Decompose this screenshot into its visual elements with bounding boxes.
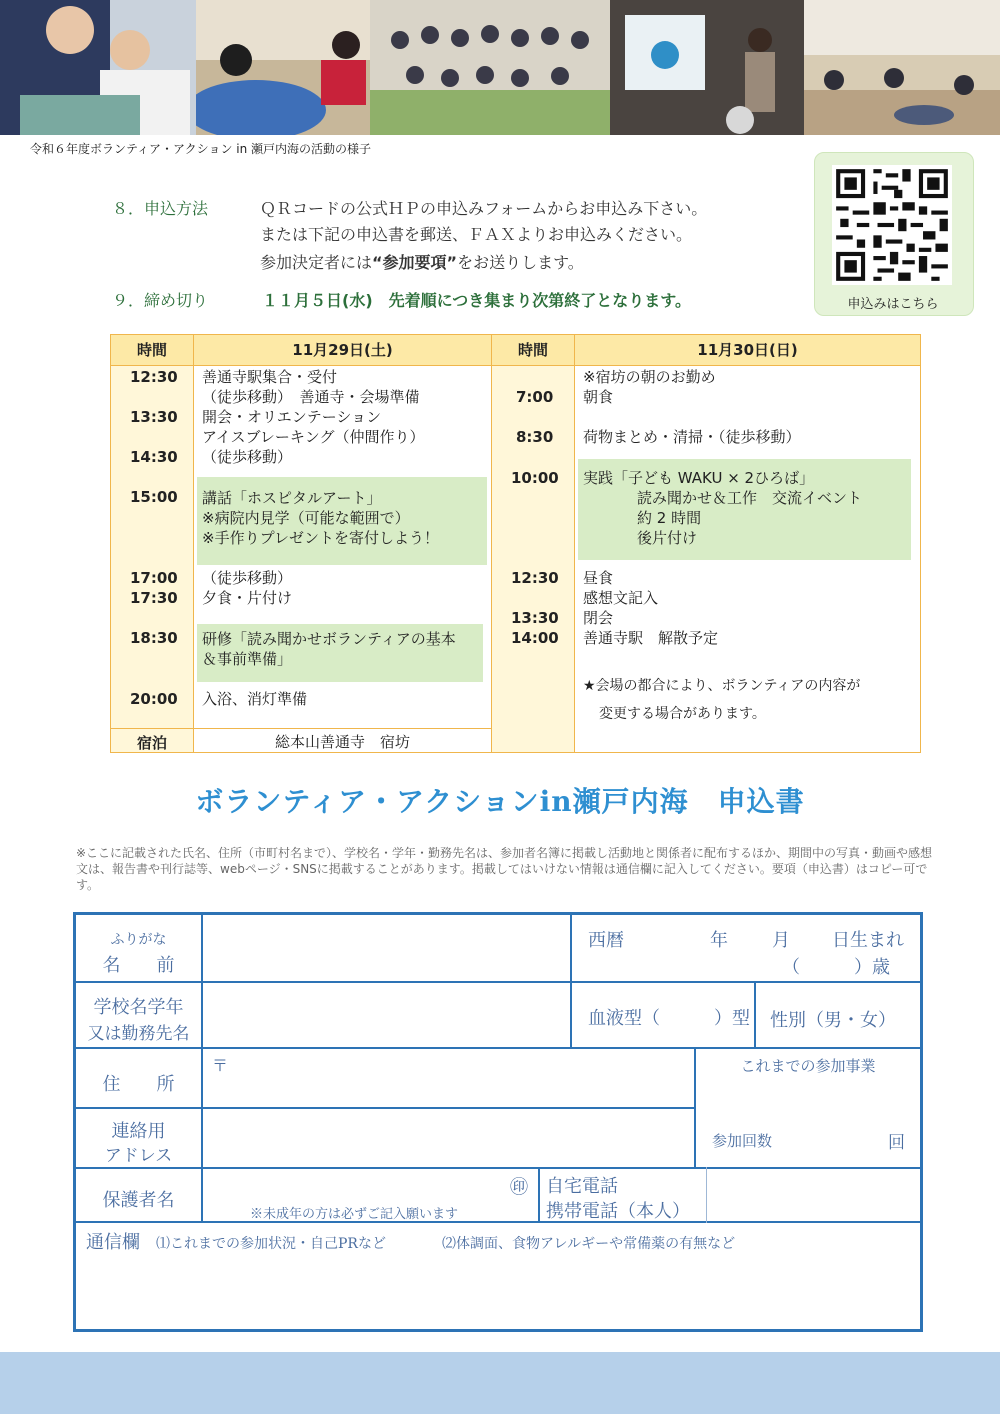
- photo-hall-image: [804, 0, 1000, 135]
- privacy-note: ※ここに記載された氏名、住所（市町村名まで）、学校名・学年・勤務先名は、参加者名簿に掲載し活動地と関係者に配布するほか、期間中の写真・動画や感想文は、報告書や刊行誌等、webページ・SNSに掲載することがあります。掲載してはいけない情報は通信欄に記入してください。要項（申込書）はコピー可です。: [76, 846, 933, 892]
- photo-hall: [804, 0, 1000, 135]
- header-day-1: 11月29日(土): [194, 335, 491, 366]
- day2-item: 読み聞かせ＆工作 交流イベント: [637, 489, 863, 507]
- photo-craft-image: [0, 0, 196, 135]
- furigana-label: ふりがな: [110, 932, 167, 948]
- remarks-hint-2: ⑵体調面、食物アレルギーや常備薬の有無など: [442, 1236, 736, 1252]
- day1-time: 13:30: [130, 408, 178, 426]
- guardian-label: 保護者名: [102, 1190, 175, 1211]
- day2-time: 13:30: [511, 609, 559, 627]
- day2-time-column: [492, 366, 574, 752]
- method-line-3: [260, 250, 584, 273]
- day1-time: 14:30: [130, 448, 178, 466]
- day2-time: 14:00: [511, 629, 559, 647]
- day2-time: 10:00: [511, 469, 559, 487]
- photo-caption: 令和６年度ボランティア・アクション in 瀬戸内海の活動の様子: [30, 142, 372, 156]
- day2-time: 8:30: [516, 428, 554, 446]
- stay-label: 宿泊: [136, 734, 167, 752]
- day2-time: 7:00: [516, 388, 554, 406]
- qr-label: 申込みはこちら: [847, 297, 939, 312]
- day1-item: 夕食・片付け: [202, 589, 293, 607]
- school-label-1: 学校名学年: [93, 997, 184, 1018]
- remarks-input[interactable]: [76, 1255, 920, 1329]
- birth-year: 年: [710, 930, 728, 951]
- form-line: [570, 915, 572, 1048]
- day1-item: （徒歩移動）: [202, 569, 293, 587]
- day2-item: 朝食: [583, 388, 614, 406]
- photo-group: [370, 0, 610, 135]
- day2-time: 12:30: [511, 569, 559, 587]
- day1-item: 研修「読み聞かせボランティアの基本: [202, 630, 456, 648]
- address-label: 住 所: [102, 1074, 175, 1095]
- day2-item: 善通寺駅 解散予定: [583, 629, 719, 647]
- remarks-hint-1: ⑴これまでの参加状況・自己PRなど: [156, 1236, 386, 1252]
- stay-divider: [111, 728, 491, 729]
- day2-item: 昼食: [583, 569, 614, 587]
- method-line-3a: 参加決定者には: [260, 253, 373, 272]
- seal-mark: ㊞: [510, 1177, 528, 1198]
- method-line-3c: をお送りします。: [457, 253, 584, 272]
- home-phone-label: 自宅電話: [546, 1176, 618, 1197]
- photo-presentation-image: [610, 0, 804, 135]
- day1-item: （徒歩移動）: [202, 448, 293, 466]
- day1-item: 講話「ホスピタルアート」: [202, 489, 382, 507]
- day1-item: 入浴、消灯準備: [202, 690, 308, 708]
- contact-label-1: 連絡用: [111, 1121, 166, 1142]
- method-label: ８．申込方法: [112, 199, 209, 218]
- notice-line-1: ★会場の都合により、ボランティアの内容が: [583, 678, 861, 694]
- divider: [574, 335, 575, 752]
- count-label: 参加回数: [712, 1132, 773, 1150]
- blood-type-field[interactable]: 血液型（ ）型: [588, 1008, 750, 1029]
- day2-item: 実践「子ども WAKU × 2ひろば」: [583, 469, 815, 487]
- age-field[interactable]: （ ）歳: [782, 957, 890, 978]
- gender-field[interactable]: 性別（男・女）: [770, 1010, 896, 1031]
- mobile-phone-label: 携帯電話（本人）: [546, 1201, 690, 1222]
- method-line-2: または下記の申込書を郵送、ＦＡＸよりお申込みください。: [260, 225, 693, 244]
- phone-input[interactable]: [708, 1169, 920, 1221]
- method-line-1: ＱＲコードの公式ＨＰの申込みフォームからお申込み下さい。: [260, 199, 708, 218]
- form-line: [538, 1167, 540, 1223]
- footer-band: [0, 1352, 1000, 1414]
- day2-item: 閉会: [583, 609, 614, 627]
- application-form: [73, 912, 923, 1332]
- day1-time: 17:00: [130, 569, 178, 587]
- form-line: [754, 981, 756, 1048]
- photo-net: [196, 0, 370, 135]
- day1-time: 18:30: [130, 629, 178, 647]
- address-input[interactable]: [203, 1049, 694, 1107]
- photo-strip: [0, 0, 1000, 135]
- past-events-label: これまでの参加事業: [740, 1057, 876, 1075]
- day1-item: 善通寺駅集合・受付: [202, 368, 338, 386]
- header-day-2: 11月30日(日): [575, 335, 920, 366]
- remarks-label: 通信欄: [86, 1232, 140, 1253]
- day1-item: アイスブレーキング（仲間作り）: [202, 428, 425, 446]
- email-field[interactable]: [203, 1109, 694, 1167]
- day2-item: ※宿坊の朝のお勤め: [583, 368, 716, 386]
- postal-mark: 〒: [212, 1056, 229, 1075]
- birth-seireki: 西暦: [588, 930, 624, 951]
- photo-net-image: [196, 0, 370, 135]
- day1-time: 20:00: [130, 690, 178, 708]
- notice-line-2: 変更する場合があります。: [599, 706, 766, 722]
- header-time-1: 時間: [111, 335, 193, 366]
- guardian-note: ※未成年の方は必ずご記入願います: [250, 1207, 459, 1222]
- day2-item: 後片付け: [637, 529, 698, 547]
- day2-item: 約 2 時間: [637, 509, 702, 527]
- form-title: ボランティア・アクションin瀬戸内海 申込書: [195, 785, 805, 818]
- school-input[interactable]: [203, 983, 570, 1047]
- form-line-thin: [706, 1167, 707, 1223]
- contact-label-2: アドレス: [104, 1146, 173, 1166]
- day1-time: 15:00: [130, 488, 178, 506]
- day1-item: ※手作りプレゼントを寄付しよう！: [202, 529, 439, 547]
- deadline-label: ９．締め切り: [112, 291, 209, 310]
- day1-item: （徒歩移動） 善通寺・会場準備: [202, 388, 420, 406]
- name-label: 名 前: [102, 955, 175, 976]
- qr-code[interactable]: [832, 165, 952, 285]
- day1-item: 開会・オリエンテーション: [202, 408, 382, 426]
- day1-item: ※病院内見学（可能な範囲で）: [202, 509, 410, 527]
- deadline-text: １１月５日(水) 先着順につき集まり次第終了となります。: [262, 291, 692, 310]
- schedule-table: [110, 334, 921, 753]
- photo-presentation: [610, 0, 804, 135]
- day1-time: 12:30: [130, 368, 178, 386]
- day1-item: ＆事前準備」: [202, 650, 293, 668]
- name-input[interactable]: [203, 915, 570, 981]
- birth-day: 日生まれ: [832, 930, 904, 951]
- header-time-2: 時間: [492, 335, 574, 366]
- divider: [193, 335, 194, 752]
- school-label-2: 又は勤務先名: [87, 1024, 190, 1044]
- day2-item: 感想文記入: [583, 589, 659, 607]
- photo-craft: [0, 0, 196, 135]
- birth-month: 月: [772, 930, 790, 951]
- photo-group-image: [370, 0, 610, 135]
- count-unit: 回: [888, 1133, 905, 1153]
- stay-value: 総本山善通寺 宿坊: [274, 733, 410, 751]
- divider: [491, 335, 492, 752]
- day2-item: 荷物まとめ・清掃・（徒歩移動）: [583, 428, 801, 446]
- method-line-3b: “参加要項”: [372, 253, 458, 272]
- day1-time: 17:30: [130, 589, 178, 607]
- qr-code-icon: [832, 165, 952, 285]
